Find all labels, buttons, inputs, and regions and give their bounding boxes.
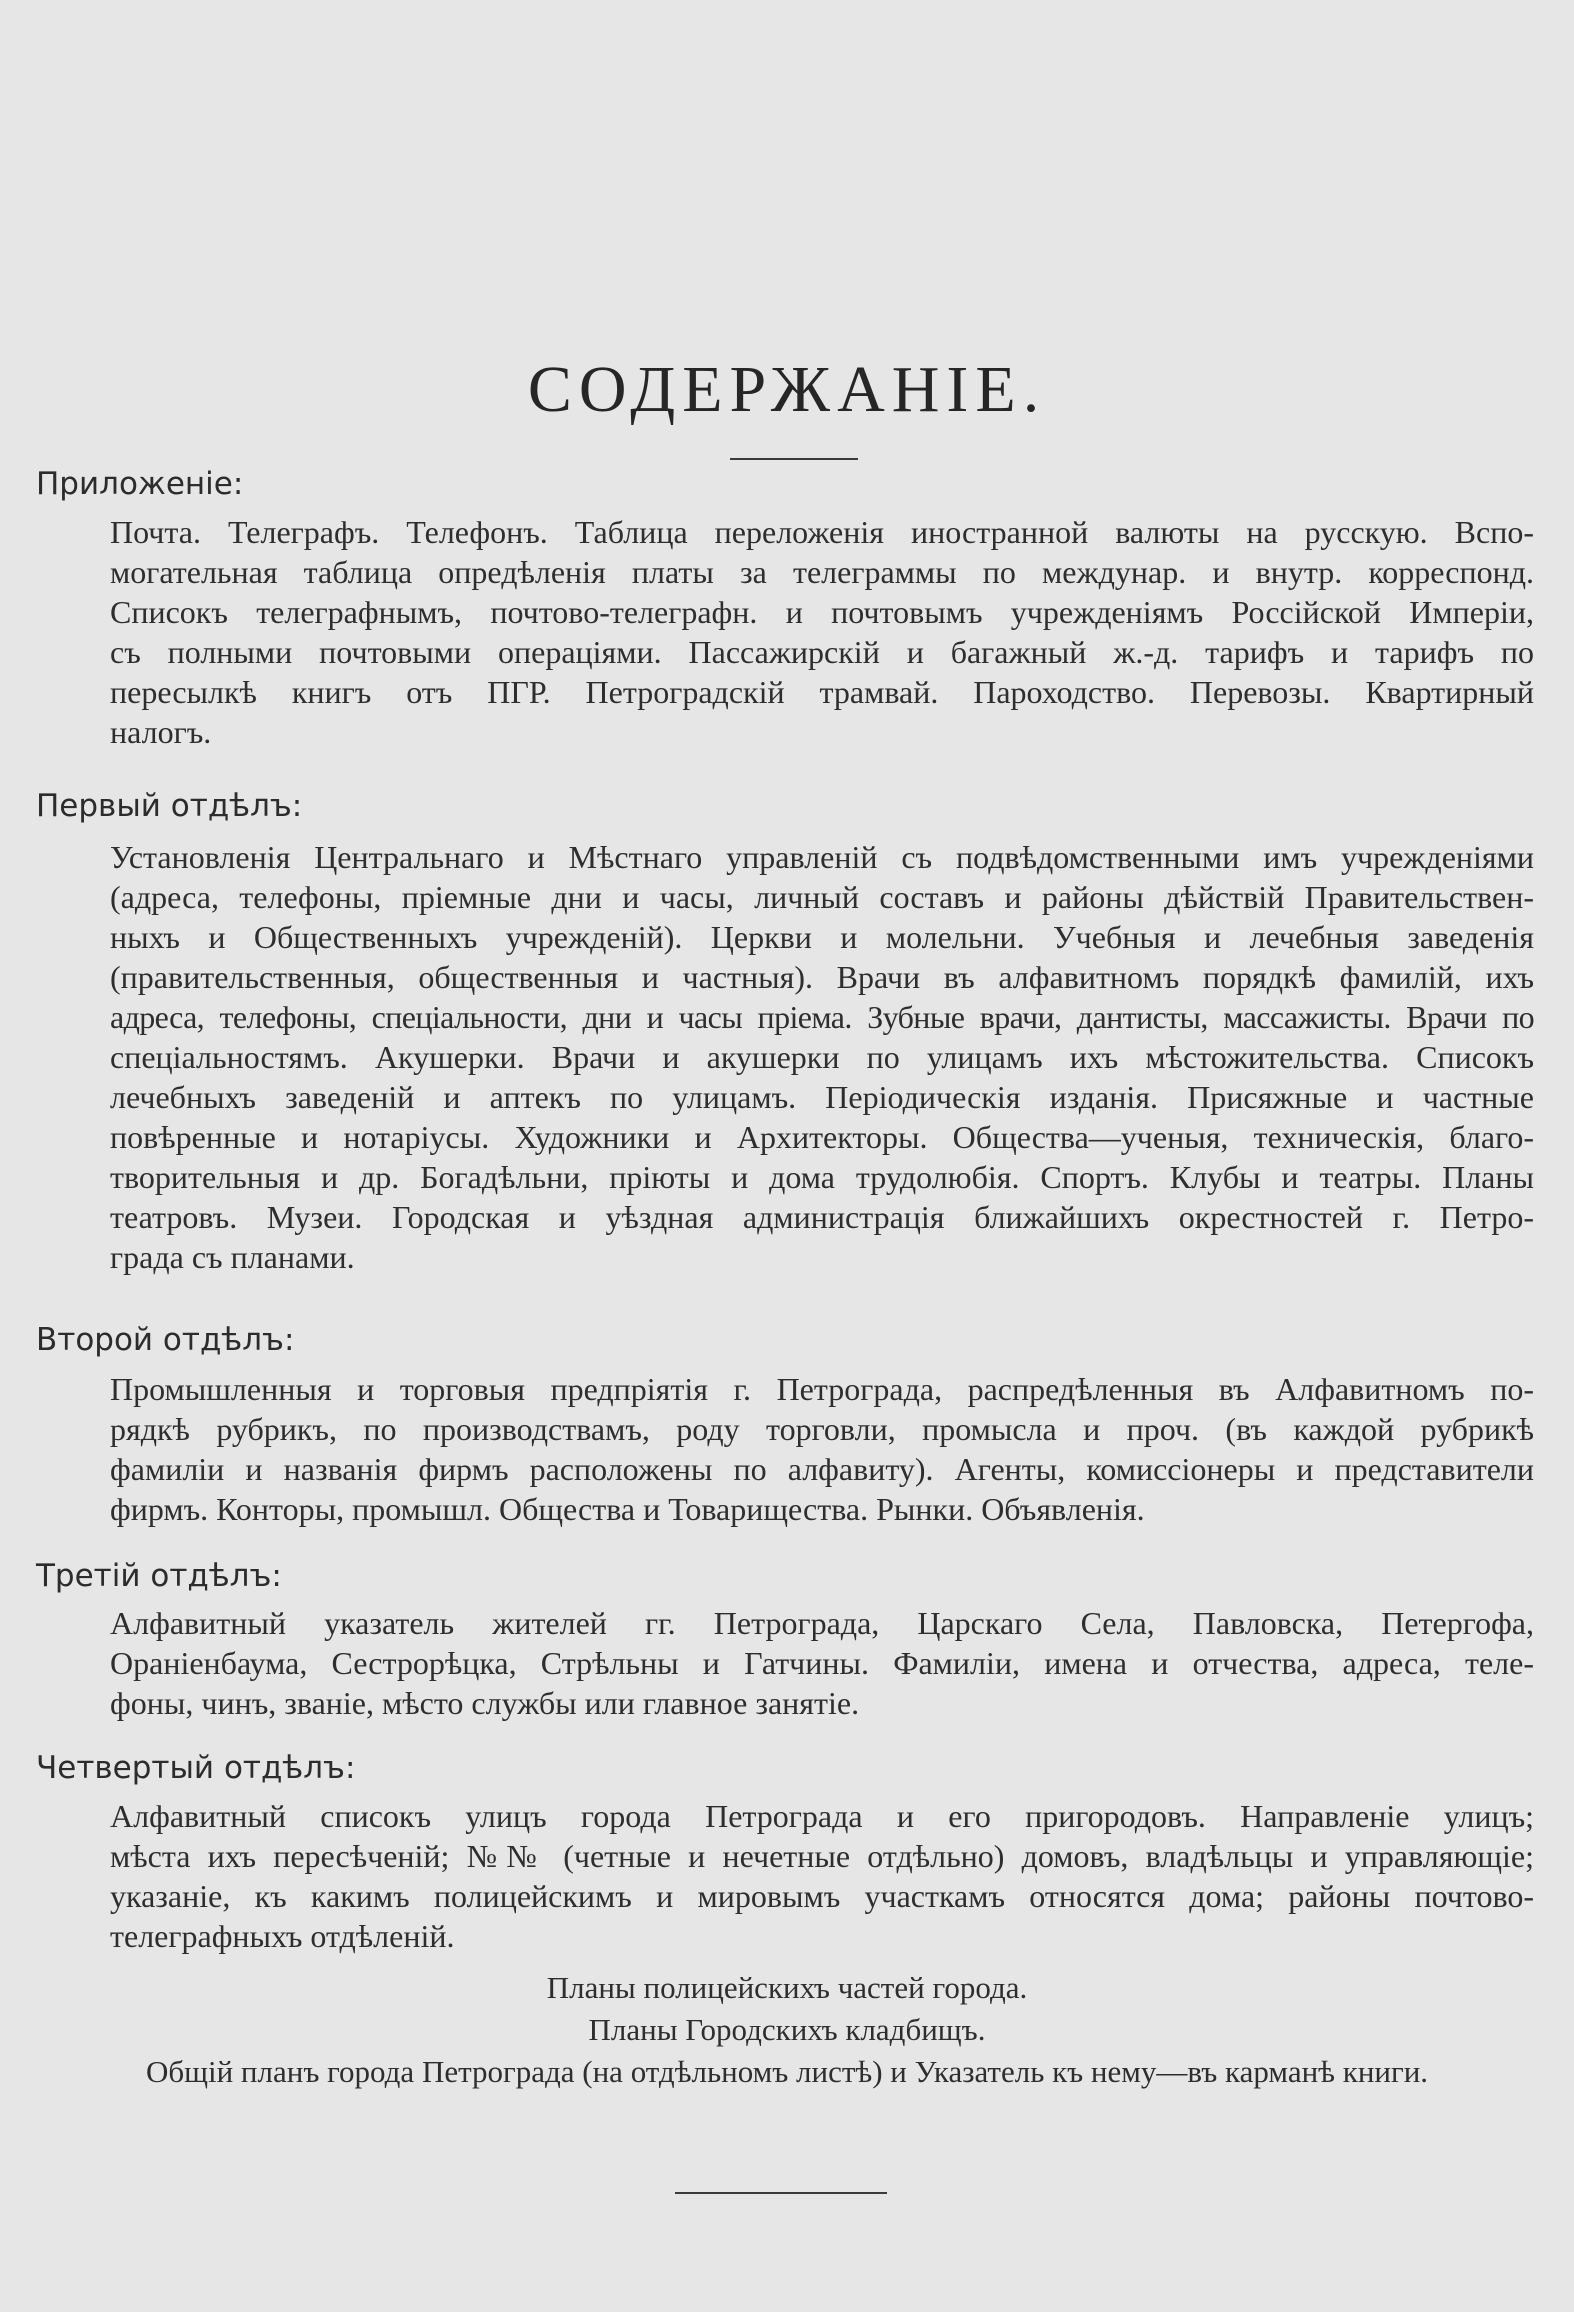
section-body-fourth	[110, 1796, 1534, 1956]
section-body-third	[110, 1603, 1534, 1723]
section-body-first	[110, 837, 1534, 1277]
text-line: Ораніенбаума, Сестрорѣцка, Стрѣльны и Гатчины. Фамиліи, имена и отчества, адреса, теле-	[110, 1645, 1534, 1681]
text-line: ныхъ и Общественныхъ учрежденій). Церкви и молельни. Учебныя и лечебныя заведенія	[110, 919, 1534, 955]
text-line: указаніе, къ какимъ полицейскимъ и мировымъ участкамъ относятся дома; районы почтово-	[110, 1878, 1534, 1914]
text-line: града съ планами.	[110, 1239, 355, 1275]
text-line: Списокъ телеграфнымъ, почтово-телеграфн. и почтовымъ учрежденіямъ Россійской Имперіи,	[110, 594, 1534, 630]
text-line: налогъ.	[110, 714, 212, 750]
footer-line-general-plan: Общій планъ города Петрограда (на отдѣльномъ листѣ) и Указатель къ нему—въ карманѣ книги.	[145, 2054, 1429, 2089]
text-line: Алфавитный списокъ улицъ города Петрограда и его пригородовъ. Направленіе улицъ;	[110, 1798, 1534, 1834]
text-line: Почта. Телеграфъ. Телефонъ. Таблица переложенія иностранной валюты на русскую. Вспо-	[110, 514, 1534, 550]
text-line: (правительственныя, общественныя и частныя). Врачи въ алфавитномъ порядкѣ фамилій, ихъ	[110, 959, 1534, 995]
section-heading-third: Третій отдѣлъ:	[36, 1558, 282, 1594]
text-line: повѣренные и нотаріусы. Художники и Архитекторы. Общества—ученыя, техническія, благо-	[110, 1119, 1534, 1155]
section-heading-second: Второй отдѣлъ:	[36, 1322, 295, 1358]
text-line: рядкѣ рубрикъ, по производствамъ, роду торговли, промысла и проч. (въ каждой рубрикѣ	[110, 1411, 1534, 1447]
text-line: лечебныхъ заведеній и аптекъ по улицамъ. Періодическія изданія. Присяжные и частные	[110, 1079, 1534, 1115]
text-line: спеціальностямъ. Акушерки. Врачи и акушерки по улицамъ ихъ мѣстожительства. Списокъ	[110, 1039, 1534, 1075]
section-heading-first: Первый отдѣлъ:	[36, 788, 303, 824]
section-heading-appendix: Приложеніе:	[36, 466, 244, 502]
text-line: фирмъ. Конторы, промышл. Общества и Товарищества. Рынки. Объявленія.	[110, 1491, 1145, 1527]
text-line: (адреса, телефоны, пріемные дни и часы, личный составъ и районы дѣйствій Правительствен-	[110, 879, 1534, 915]
footer-line-cemetery-plans: Планы Городскихъ кладбищъ.	[588, 2012, 986, 2047]
text-line: Установленія Центральнаго и Мѣстнаго управленій съ подвѣдомственными имъ учрежденіями	[110, 839, 1534, 875]
section-body-appendix	[110, 512, 1534, 752]
text-line: фоны, чинъ, званіе, мѣсто службы или главное занятіе.	[110, 1685, 860, 1721]
text-line: мѣста ихъ пересѣченій; №№ (четные и нечетные отдѣльно) домовъ, владѣльцы и управляющіе;	[110, 1838, 1534, 1874]
text-line: пересылкѣ книгъ отъ ПГР. Петроградскій трамвай. Пароходство. Перевозы. Квартирный	[110, 674, 1534, 710]
title-divider	[730, 458, 858, 460]
text-line: телеграфныхъ отдѣленій.	[110, 1918, 455, 1954]
text-line: Промышленныя и торговыя предпріятія г. Петрограда, распредѣленныя въ Алфавитномъ по-	[110, 1371, 1534, 1407]
section-heading-fourth: Четвертый отдѣлъ:	[36, 1750, 356, 1786]
page-title: СОДЕРЖАНІЕ.	[527, 353, 1047, 426]
text-line: фамиліи и названія фирмъ расположены по алфавиту). Агенты, комиссіонеры и представители	[110, 1451, 1534, 1487]
text-line: творительныя и др. Богадѣльни, пріюты и дома трудолюбія. Спортъ. Клубы и театры. Планы	[110, 1159, 1534, 1195]
text-line: съ полными почтовыми операціями. Пассажирскій и багажный ж.-д. тарифъ и тарифъ по	[110, 634, 1534, 670]
text-line: адреса, телефоны, спеціальности, дни и часы пріема. Зубные врачи, дантисты, массажисты. Врачи по	[110, 999, 1534, 1035]
text-line: Алфавитный указатель жителей гг. Петрограда, Царскаго Села, Павловска, Петергофа,	[110, 1605, 1534, 1641]
text-line: могательная таблица опредѣленія платы за телеграммы по междунар. и внутр. корреспонд.	[110, 554, 1534, 590]
text-line: театровъ. Музеи. Городская и уѣздная администрація ближайшихъ окрестностей г. Петро-	[110, 1199, 1534, 1235]
bottom-divider	[675, 2192, 887, 2194]
footer-line-police-plans: Планы полицейскихъ частей города.	[546, 1970, 1028, 2005]
section-body-second	[110, 1369, 1534, 1529]
